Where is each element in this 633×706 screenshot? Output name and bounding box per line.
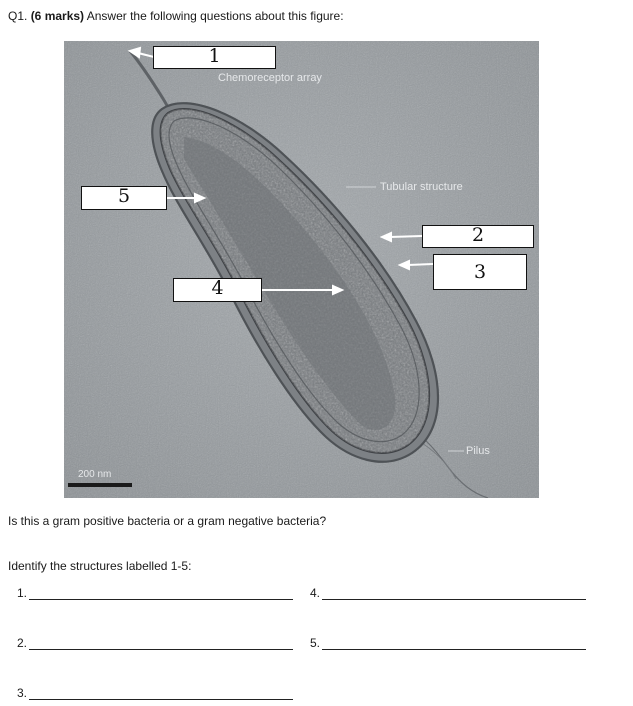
question-header [8, 9, 344, 23]
answer-number-1: 1. [17, 586, 28, 600]
label-3: 3 [473, 261, 487, 283]
answer-number-5: 5. [310, 636, 321, 650]
label-box-3 [433, 254, 527, 290]
answer-line-5[interactable] [310, 636, 588, 652]
answer-line-4[interactable] [310, 586, 588, 602]
question-text: Answer the following questions about this figure: [86, 9, 344, 23]
answer-line-1[interactable] [17, 586, 295, 602]
scale-bar [68, 483, 132, 487]
identify-question: Identify the structures labelled 1-5: [8, 559, 192, 573]
arrow-2 [390, 236, 422, 237]
gram-question: Is this a gram positive bacteria or a gram negative bacteria? [8, 514, 327, 528]
question-marks: (6 marks) [30, 9, 85, 23]
tubular-caption: Tubular structure [380, 181, 463, 193]
pilus-caption: Pilus [466, 445, 490, 457]
label-box-4 [173, 278, 262, 302]
label-box-2 [422, 225, 534, 248]
question-id: Q1. [8, 9, 28, 23]
label-5: 5 [117, 185, 131, 207]
chemoreceptor-caption: Chemoreceptor array [218, 72, 322, 84]
arrow-3 [408, 264, 433, 265]
label-1: 1 [208, 45, 221, 67]
label-2: 2 [471, 224, 485, 246]
answer-number-4: 4. [310, 586, 321, 600]
answer-line-3[interactable] [17, 686, 295, 702]
answer-line-2[interactable] [17, 636, 295, 652]
label-4: 4 [211, 277, 224, 299]
label-box-1 [153, 46, 276, 69]
scale-caption: 200 nm [78, 469, 112, 480]
answer-number-3: 3. [17, 686, 28, 700]
answer-number-2: 2. [17, 636, 28, 650]
label-box-5 [81, 186, 167, 210]
